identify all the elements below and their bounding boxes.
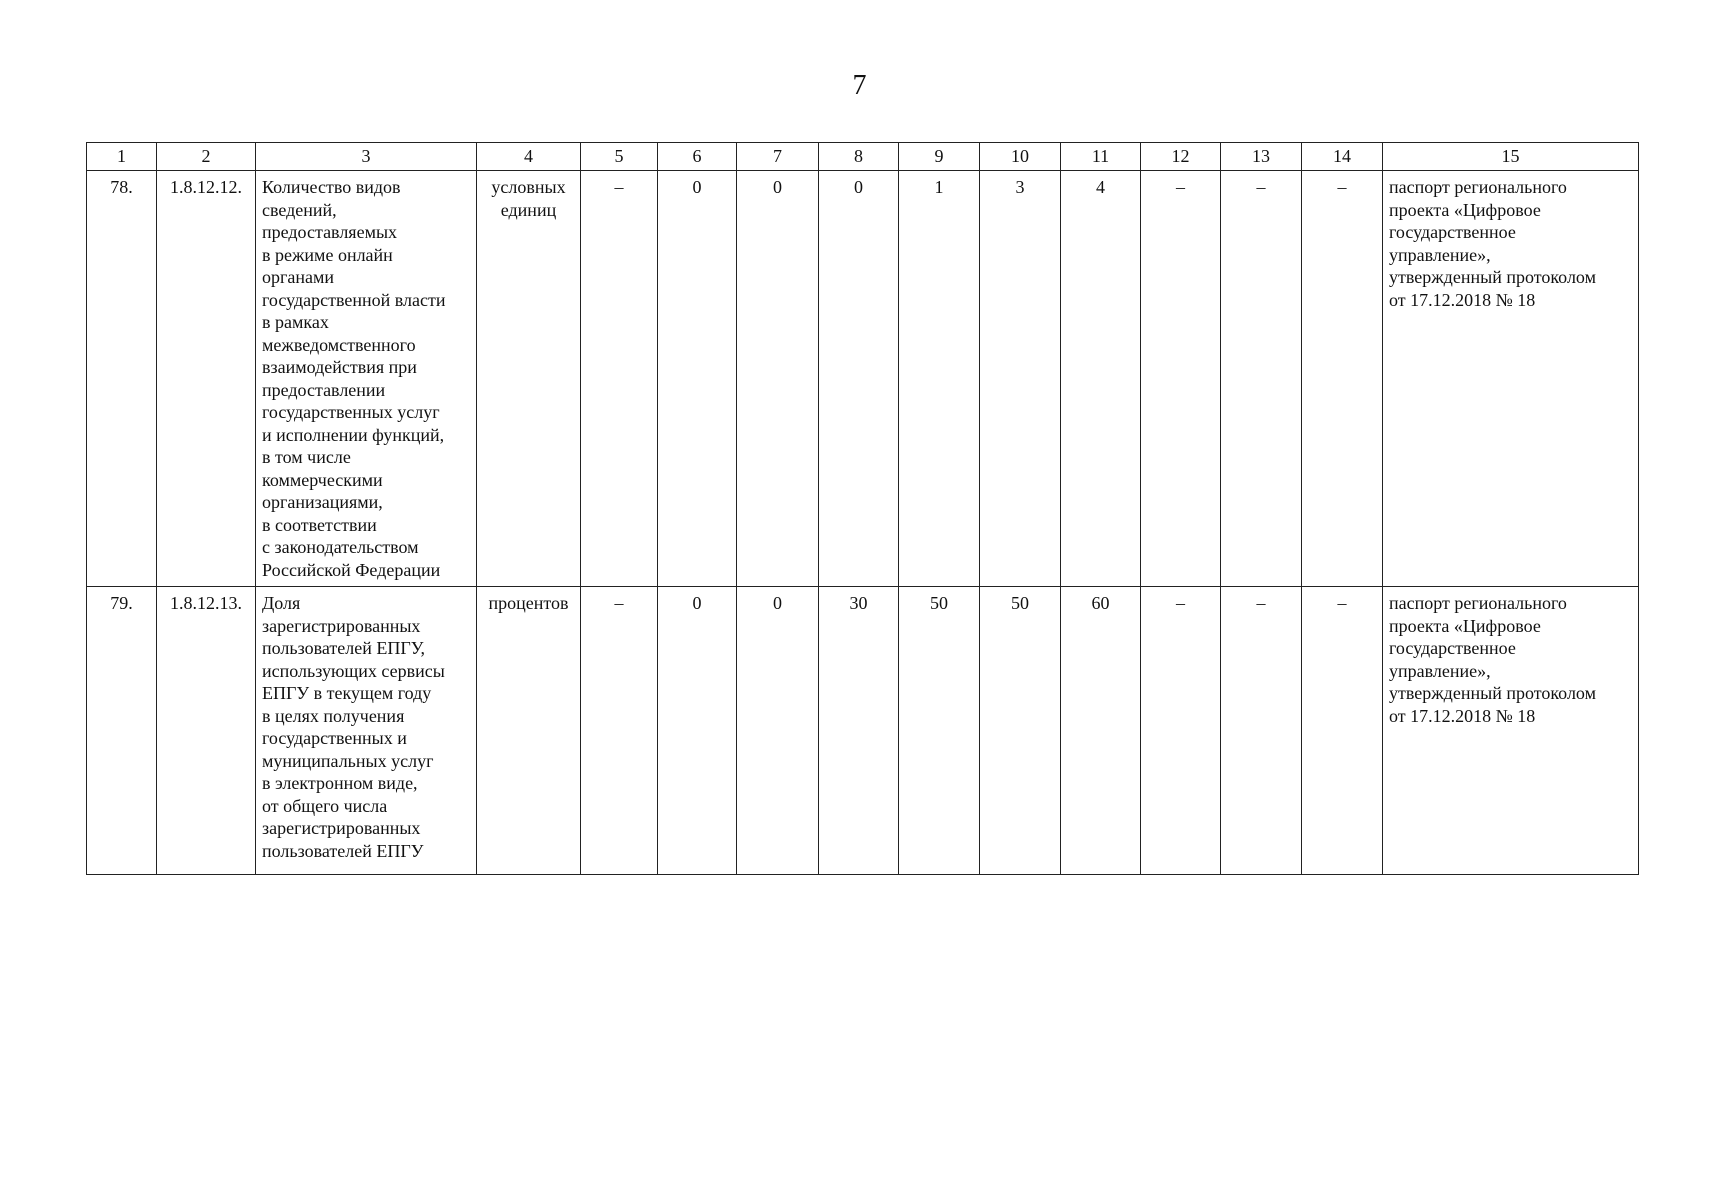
unit-of-measure	[477, 171, 581, 587]
value-cell: 50	[980, 587, 1061, 875]
indicator-code: 1.8.12.13.	[157, 587, 256, 875]
source-line: управление»,	[1389, 660, 1491, 681]
row-number: 78.	[87, 171, 157, 587]
column-header: 13	[1221, 143, 1302, 171]
indicator-name-line: от общего числа	[262, 795, 388, 816]
indicator-name-line: в целях получения	[262, 705, 405, 726]
source-line: утвержденный протоколом	[1389, 267, 1596, 287]
value-cell: 0	[819, 171, 899, 587]
indicator-name-line: использующих сервисы	[262, 660, 445, 681]
source-line: паспорт регионального	[1389, 177, 1567, 197]
column-header: 4	[477, 143, 581, 171]
indicator-name-line: с законодательством	[262, 537, 419, 557]
indicator-name-line: коммерческими	[262, 469, 383, 490]
value-cell: –	[1141, 171, 1221, 587]
source-line: утвержденный протоколом	[1389, 683, 1596, 703]
indicator-name-line: предоставлении	[262, 379, 386, 400]
value-cell: –	[1221, 171, 1302, 587]
source-line: управление»,	[1389, 244, 1491, 265]
value-cell: 3	[980, 171, 1061, 587]
indicator-name-line: в электронном виде,	[262, 773, 418, 793]
value-cell: –	[581, 171, 658, 587]
indicator-name-line: организациями,	[262, 492, 383, 512]
indicator-name-line: государственных услуг	[262, 402, 440, 422]
value-cell: 1	[899, 171, 980, 587]
value-cell: 0	[658, 171, 737, 587]
value-cell: –	[1141, 587, 1221, 875]
column-header: 3	[256, 143, 477, 171]
indicator-name-line: муниципальных услуг	[262, 750, 434, 771]
indicator-name-line: в том числе	[262, 447, 351, 467]
column-header: 1	[87, 143, 157, 171]
column-header: 6	[658, 143, 737, 171]
table-row	[87, 171, 1639, 587]
row-number: 79.	[87, 587, 157, 875]
column-header: 11	[1061, 143, 1141, 171]
indicator-name-line: в режиме онлайн	[262, 244, 393, 265]
unit-line: единиц	[500, 199, 557, 220]
indicator-name-line: сведений,	[262, 199, 337, 220]
source-line: государственное	[1389, 222, 1516, 242]
indicators-table	[86, 142, 1639, 875]
indicator-name-line: в рамках	[262, 312, 329, 332]
unit-line: процентов	[488, 593, 569, 613]
column-header: 14	[1302, 143, 1383, 171]
value-cell: –	[1302, 171, 1383, 587]
indicator-name-line: и исполнении функций,	[262, 424, 445, 445]
value-cell: 60	[1061, 587, 1141, 875]
indicator-name	[256, 171, 477, 587]
value-cell: 4	[1061, 171, 1141, 587]
column-header: 15	[1383, 143, 1639, 171]
value-cell: 50	[899, 587, 980, 875]
indicator-name-line: государственных и	[262, 728, 407, 748]
indicator-name-line: ЕПГУ в текущем году	[262, 683, 432, 703]
indicator-name-line: пользователей ЕПГУ	[262, 840, 424, 861]
indicator-name	[256, 587, 477, 875]
source-line: от 17.12.2018 № 18	[1389, 289, 1536, 310]
indicator-name-line: органами	[262, 267, 335, 287]
indicator-name-line: государственной власти	[262, 289, 446, 310]
indicator-name-line: в соответствии	[262, 514, 377, 535]
source-line: паспорт регионального	[1389, 593, 1567, 613]
indicator-name-line: Количество видов	[262, 177, 401, 197]
column-header: 8	[819, 143, 899, 171]
indicator-name-line: пользователей ЕПГУ,	[262, 638, 426, 658]
column-header: 9	[899, 143, 980, 171]
value-cell: 0	[658, 587, 737, 875]
value-cell: 0	[737, 171, 819, 587]
indicator-name-line: предоставляемых	[262, 222, 398, 242]
column-header: 5	[581, 143, 658, 171]
indicator-name-line: Доля	[262, 593, 301, 613]
value-cell: –	[581, 587, 658, 875]
column-header: 2	[157, 143, 256, 171]
value-cell: –	[1302, 587, 1383, 875]
source-line: проекта «Цифровое	[1389, 199, 1541, 220]
indicator-name-line: межведомственного	[262, 334, 416, 355]
page-number: 7	[852, 70, 867, 101]
indicator-name-line: зарегистрированных	[262, 818, 421, 838]
source-document	[1383, 171, 1639, 587]
column-number-row	[87, 143, 1639, 171]
unit-of-measure	[477, 587, 581, 875]
value-cell: –	[1221, 587, 1302, 875]
source-document	[1383, 587, 1639, 875]
source-line: от 17.12.2018 № 18	[1389, 705, 1536, 726]
column-header: 7	[737, 143, 819, 171]
source-line: проекта «Цифровое	[1389, 615, 1541, 636]
value-cell: 0	[737, 587, 819, 875]
value-cell: 30	[819, 587, 899, 875]
unit-line: условных	[491, 177, 566, 197]
column-header: 10	[980, 143, 1061, 171]
indicator-name-line: Российской Федерации	[262, 559, 441, 580]
indicator-code: 1.8.12.12.	[157, 171, 256, 587]
indicator-name-line: взаимодействия при	[262, 357, 417, 377]
table-row	[87, 587, 1639, 875]
indicator-name-line: зарегистрированных	[262, 615, 421, 636]
source-line: государственное	[1389, 638, 1516, 658]
column-header: 12	[1141, 143, 1221, 171]
